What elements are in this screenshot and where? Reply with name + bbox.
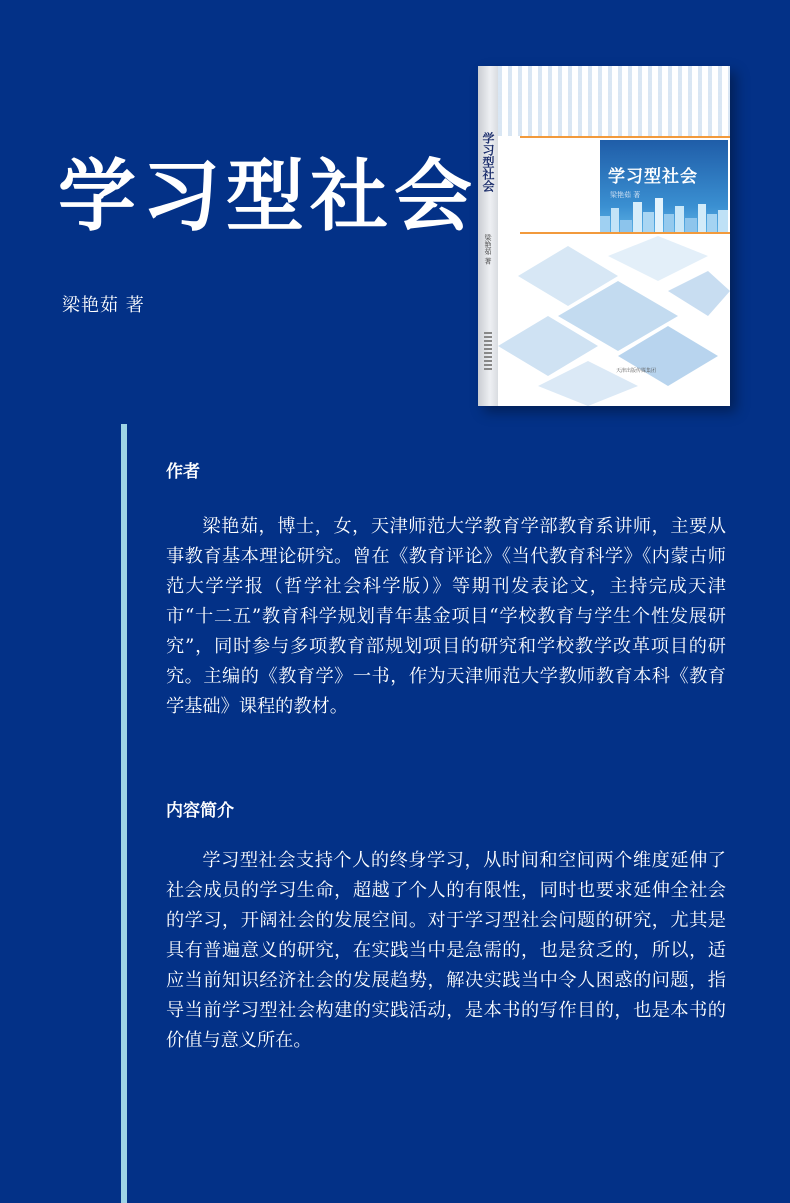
spine-title: 学习型社会 <box>481 132 495 192</box>
cover-title-panel <box>600 140 728 234</box>
author-line: 梁艳茹 著 <box>62 295 145 316</box>
cover-orange-line-bottom <box>520 232 730 234</box>
cover-orange-line-top <box>520 136 730 138</box>
spine-author: 梁艳茹 著 <box>484 234 492 265</box>
book-front-cover <box>498 66 730 406</box>
accent-bar <box>121 424 127 1203</box>
cover-author: 梁艳茹 著 <box>610 191 641 199</box>
cover-publisher: 天津出版传媒集团 <box>616 368 657 374</box>
author-bio-paragraph: 梁艳茹，博士，女，天津师范大学教育学部教育系讲师，主要从事教育基本理论研究。曾在《教育评论》《当代教育科学》《内蒙古师范大学学报（哲学社会科学版）》等期刊发表论文，主持完成天津市“十二五”教育科学规划青年基金项目“学校教育与学生个性发展研究”，同时参与多项教育部规划项目的研究和学校教学改革项目的研究。主编的《教育学》一书，作为天津师范大学教师教育本科《教育学基础》课程的教材。 <box>166 516 726 717</box>
cover-diamond-pattern <box>498 236 730 406</box>
cover-title: 学习型社会 <box>608 167 698 187</box>
spine-publisher-mark <box>484 332 492 372</box>
summary-paragraph: 学习型社会支持个人的终身学习，从时间和空间两个维度延伸了社会成员的学习生命，超越了个人的有限性，同时也要求延伸全社会的学习，开阔社会的发展空间。对于学习型社会问题的研究，尤其是具有普遍意义的研究，在实践当中是急需的，也是贫乏的，所以，适应当前知识经济社会的发展趋势，解决实践当中令人困惑的问题，指导当前学习型社会构建的实践活动，是本书的写作目的，也是本书的价值与意义所在。 <box>166 850 726 1051</box>
summary-section-heading: 内容简介 <box>166 801 234 821</box>
author-section-heading: 作者 <box>166 462 200 482</box>
page-title: 学习型社会 <box>58 151 479 242</box>
book-cover-image <box>478 66 730 406</box>
city-skyline-illustration <box>600 194 728 234</box>
book-spine <box>478 66 498 406</box>
cover-grid-pattern <box>498 66 730 136</box>
